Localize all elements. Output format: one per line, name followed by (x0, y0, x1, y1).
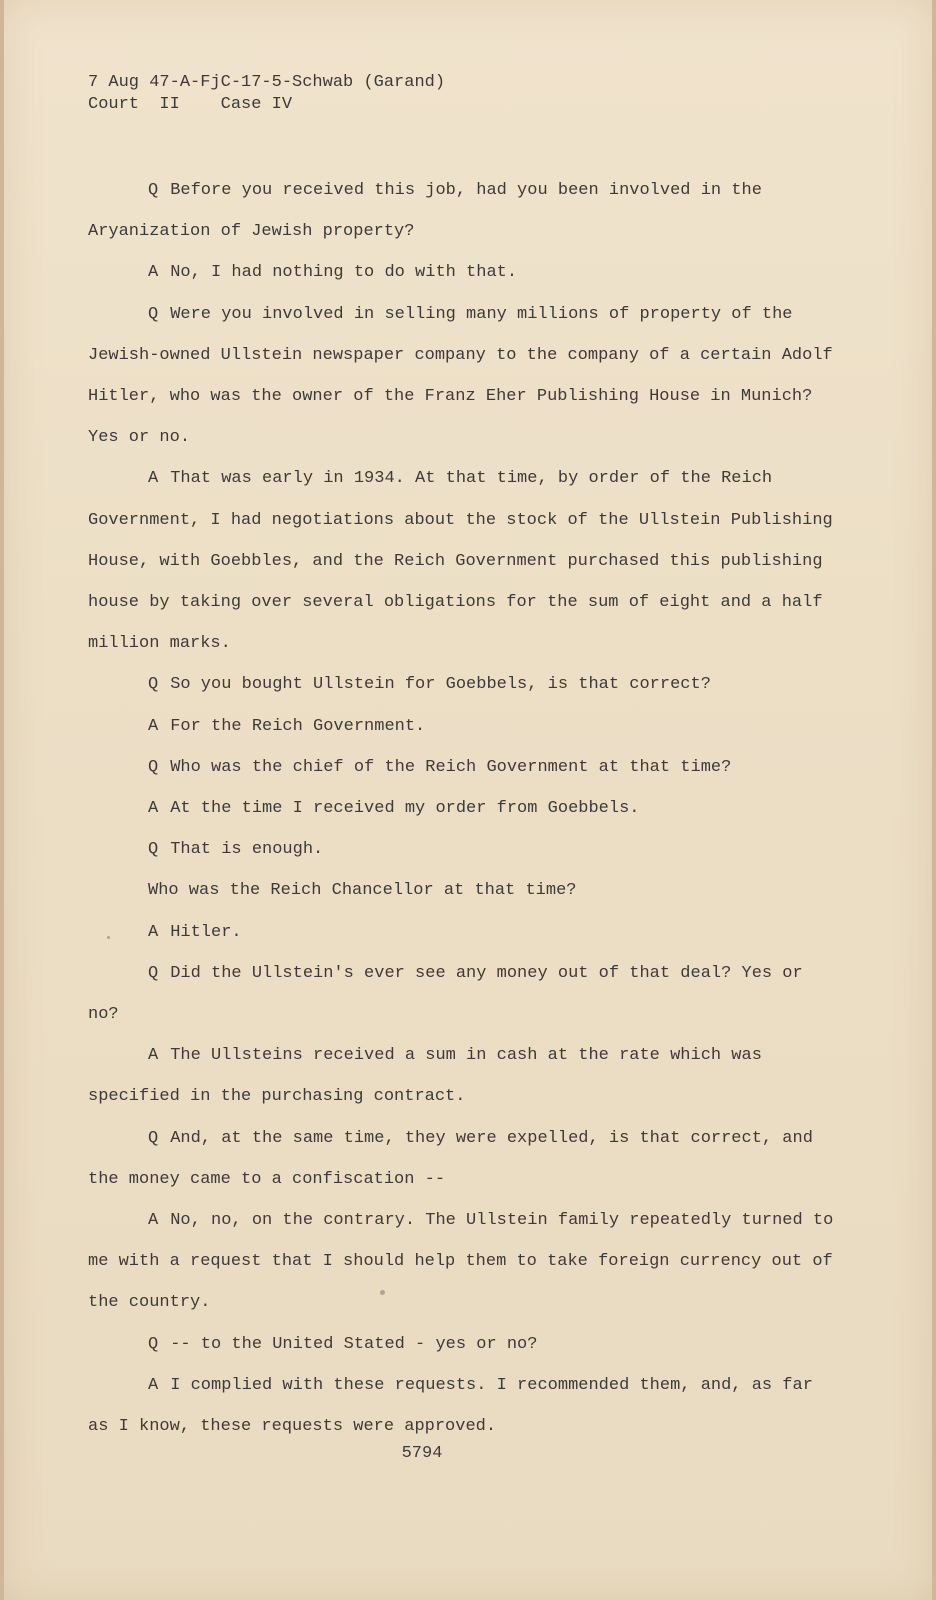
question-paragraph (88, 170, 840, 252)
paragraph-text: So you bought Ullstein for Goebbels, is that correct? (170, 675, 711, 695)
paragraph-text: Were you involved in selling many millions of property of the Jewish-owned Ullstein newspaper company to the company of a certain Adolf Hitler, who was the owner of the Franz Eher Publishing House in Munich? Yes or no. (88, 304, 833, 448)
paragraph-text: Did the Ullstein's ever see any money out of that deal? Yes or no? (88, 963, 803, 1025)
paragraph-text: That is enough. (170, 840, 324, 860)
answer-paragraph (88, 1200, 840, 1324)
paragraph-text: The Ullsteins received a sum in cash at the rate which was specified in the purchasing contract. (88, 1046, 762, 1107)
paragraph-text: No, no, on the contrary. The Ullstein family repeatedly turned to me with a request that I should help them to take foreign currency out of the country. (88, 1211, 834, 1313)
paper-speck (380, 1290, 385, 1295)
answer-paragraph (88, 788, 840, 829)
paragraph-text: For the Reich Government. (170, 716, 426, 736)
speaker-label: A (148, 1211, 159, 1231)
speaker-label: A (148, 1375, 159, 1395)
speaker-label: Q (148, 304, 159, 324)
answer-paragraph (88, 912, 840, 953)
answer-paragraph (88, 1035, 840, 1117)
speaker-label: Q (148, 757, 159, 777)
question-paragraph (88, 1118, 840, 1200)
paragraph-text: Before you received this job, had you been involved in the Aryanization of Jewish property? (88, 181, 762, 242)
answer-paragraph (88, 252, 840, 293)
header-reference-line: 7 Aug 47-A-FjC-17-5-Schwab (Garand) (88, 73, 446, 92)
answer-paragraph (88, 706, 840, 747)
question-paragraph (88, 829, 840, 870)
question-paragraph (88, 747, 840, 788)
answer-paragraph (88, 1365, 840, 1447)
speaker-label: Q (148, 1334, 159, 1354)
question-paragraph (88, 664, 840, 705)
speaker-label: A (148, 263, 159, 283)
paragraph-text: At the time I received my order from Goebbels. (170, 799, 640, 819)
paragraph-text: That was early in 1934. At that time, by order of the Reich Government, I had negotiations about the stock of the Ullstein Publishing House, with Goebbles, and the Reich Government purchased this publishing house by taking over several obligations for the sum of eight and a half million marks. (88, 469, 833, 654)
page-number-container (0, 1444, 936, 1463)
paragraph-text: And, at the same time, they were expelled, is that correct, and the money came to a confiscation -- (88, 1128, 813, 1189)
speaker-label: A (148, 1046, 159, 1066)
speaker-label: Q (148, 1128, 159, 1148)
answer-paragraph (88, 458, 840, 664)
speaker-label: Q (148, 963, 159, 983)
paper-speck (107, 936, 110, 939)
question-paragraph (88, 953, 840, 1035)
speaker-label: A (148, 469, 159, 489)
speaker-label: A (148, 922, 159, 942)
question-continuation (88, 870, 840, 911)
speaker-label: Q (148, 675, 159, 695)
speaker-label: Q (148, 181, 159, 200)
testimony-body (88, 170, 840, 1447)
speaker-label: A (148, 799, 159, 819)
paragraph-text: I complied with these requests. I recommended them, and, as far as I know, these requests were approved. (88, 1375, 813, 1437)
paragraph-text: No, I had nothing to do with that. (170, 263, 518, 283)
paragraph-text: Who was the chief of the Reich Government at that time? (170, 757, 732, 777)
speaker-label: Q (148, 840, 159, 860)
paragraph-text: Hitler. (170, 922, 242, 942)
question-paragraph (88, 294, 840, 459)
paragraph-text: -- to the United Stated - yes or no? (170, 1334, 538, 1354)
speaker-label: A (148, 716, 159, 736)
page-number: 5794 (401, 1444, 443, 1463)
document-header (88, 72, 445, 116)
paragraph-text: Who was the Reich Chancellor at that time? (148, 881, 577, 901)
header-court-line: Court II Case IV (88, 95, 293, 114)
question-paragraph (88, 1324, 840, 1365)
